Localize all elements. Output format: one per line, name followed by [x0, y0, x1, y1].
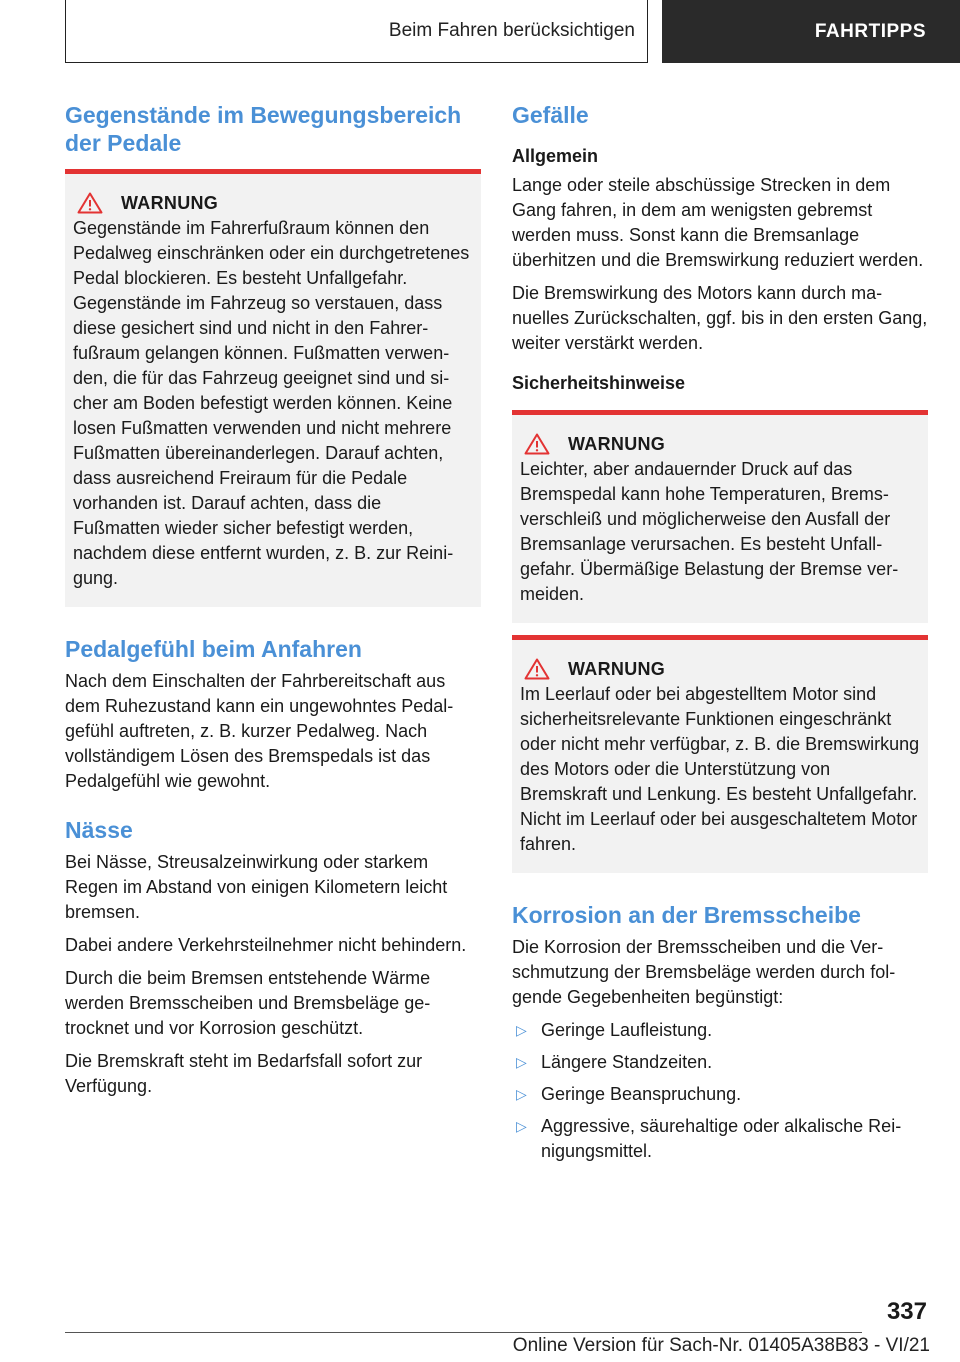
wetness-paragraph-2: Dabei andere Verkehrsteilnehmer nicht behindern.	[65, 935, 467, 955]
triangle-bullet-icon: ▷	[516, 1054, 527, 1070]
wetness-paragraph-1: Bei Nässe, Streusalzeinwirkung oder starkem Regen im Abstand von einigen Kilometern leicht bremsen.	[65, 852, 448, 922]
list-item	[512, 1082, 928, 1107]
section-header	[65, 0, 648, 63]
chapter-label: FAHRTIPPS	[814, 20, 926, 42]
triangle-bullet-icon: ▷	[516, 1118, 527, 1134]
warning-header	[520, 658, 920, 680]
subheading-safety: Sicherheitshinweise	[512, 373, 686, 393]
warning-label: WARNUNG	[121, 192, 219, 213]
triangle-bullet-icon: ▷	[516, 1022, 527, 1038]
warning-header	[73, 192, 473, 214]
warning-label: WARNUNG	[568, 433, 666, 454]
list-item-text: Geringe Laufleistung.	[541, 1020, 713, 1040]
triangle-bullet-icon: ▷	[516, 1086, 527, 1102]
heading-wetness: Nässe	[65, 817, 133, 843]
warning-label: WARNUNG	[568, 658, 666, 679]
heading-slopes: Gefälle	[512, 102, 589, 128]
warning-text: Leichter, aber andauernder Druck auf das Bremspedal kann hohe Temperaturen, Bremsverschleiß und möglicherweise den Ausfall der Bremsanlage verursachen. Es besteht Unfallgefahr. Übermäßige Belastung der Bremse vermeiden.	[520, 459, 899, 604]
right-column	[512, 101, 928, 1171]
corrosion-factor-list	[512, 1018, 928, 1164]
subheading-general: Allgemein	[512, 146, 599, 166]
warning-text: Im Leerlauf oder bei abgestelltem Motor sind sicherheitsrelevante Funktionen eingeschränkt oder nicht mehr verfügbar, z. B. die Bremswirkung des Motors oder die Unterstützung von Bremskraft und Lenkung. Es besteht Unfallgefahr. Nicht im Leerlauf oder bei ausgeschaltetem Motor fahren.	[520, 684, 920, 854]
warning-box-brake-pressure	[512, 410, 928, 623]
footer-divider	[65, 1332, 862, 1333]
list-item	[512, 1114, 928, 1164]
corrosion-intro: Die Korrosion der Bremsscheiben und die Verschmutzung der Bremsbeläge werden durch folgende Gegebenheiten begünstigt:	[512, 937, 896, 1007]
warning-box-objects	[65, 169, 481, 607]
wetness-paragraph-3: Durch die beim Bremsen entstehende Wärme werden Bremsscheiben und Bremsbeläge getrocknet und vor Korrosion geschützt.	[65, 968, 431, 1038]
section-title: Beim Fahren berücksichtigen	[388, 20, 635, 41]
warning-triangle-icon	[524, 658, 550, 680]
heading-objects-pedals: Gegenstände im Bewegungsbereich der Pedale	[65, 102, 462, 156]
page-number: 337	[886, 1298, 927, 1325]
warning-triangle-icon	[524, 433, 550, 455]
slopes-paragraph-1: Lange oder steile abschüssige Strecken in dem Gang fahren, in dem am wenigsten gebremst werden muss. Sonst kann die Bremsanlage überhitzen und die Bremswirkung reduziert werden.	[512, 175, 924, 270]
list-item-text: Aggressive, säurehaltige oder alkalische Reinigungsmittel.	[541, 1116, 902, 1161]
list-item-text: Geringe Beanspruchung.	[541, 1084, 742, 1104]
left-column	[65, 101, 481, 1107]
online-version-note: Online Version für Sach-Nr. 01405A38B83 - VI/21	[512, 1335, 930, 1356]
heading-pedal-feel: Pedalgefühl beim Anfahren	[65, 636, 362, 662]
warning-triangle-icon	[77, 192, 103, 214]
chapter-tab	[662, 0, 960, 63]
warning-header	[520, 433, 920, 455]
slopes-paragraph-2: Die Bremswirkung des Motors kann durch manuelles Zurückschalten, ggf. bis in den ersten Gang, weiter verstärkt werden.	[512, 283, 928, 353]
warning-text: Gegenstände im Fahrerfußraum können den Pedalweg einschränken oder ein durchgetretenes Pedal blockieren. Es besteht Unfallgefahr. Gegenstände im Fahrzeug so verstauen, dass diese gesichert sind und nicht in den Fahrerfußraum gelangen können. Fußmatten verwenden, die für das Fahrzeug geeignet sind und sicher am Boden befestigt werden können. Keine losen Fußmatten verwenden und nicht mehrere Fußmatten übereinanderlegen. Darauf achten, dass ausreichend Freiraum für die Pedale vorhanden ist. Darauf achten, dass die Fußmatten wieder sicher befestigt werden, nachdem diese entfernt wurden, z. B. zur Reinigung.	[73, 218, 470, 588]
heading-corrosion: Korrosion an der Bremsscheibe	[512, 902, 861, 928]
wetness-paragraph-4: Die Bremskraft steht im Bedarfsfall sofort zur Verfügung.	[65, 1051, 423, 1096]
list-item	[512, 1050, 928, 1075]
list-item	[512, 1018, 928, 1043]
list-item-text: Längere Standzeiten.	[541, 1052, 713, 1072]
pedal-feel-text: Nach dem Einschalten der Fahrbereitschaft aus dem Ruhezustand kann ein ungewohntes Pedalgefühl auftreten, z. B. kurzer Pedalweg. Nach vollständigem Lösen des Bremspedals ist das Pedalgefühl wie gewohnt.	[65, 671, 454, 791]
warning-box-idle-engine	[512, 635, 928, 873]
